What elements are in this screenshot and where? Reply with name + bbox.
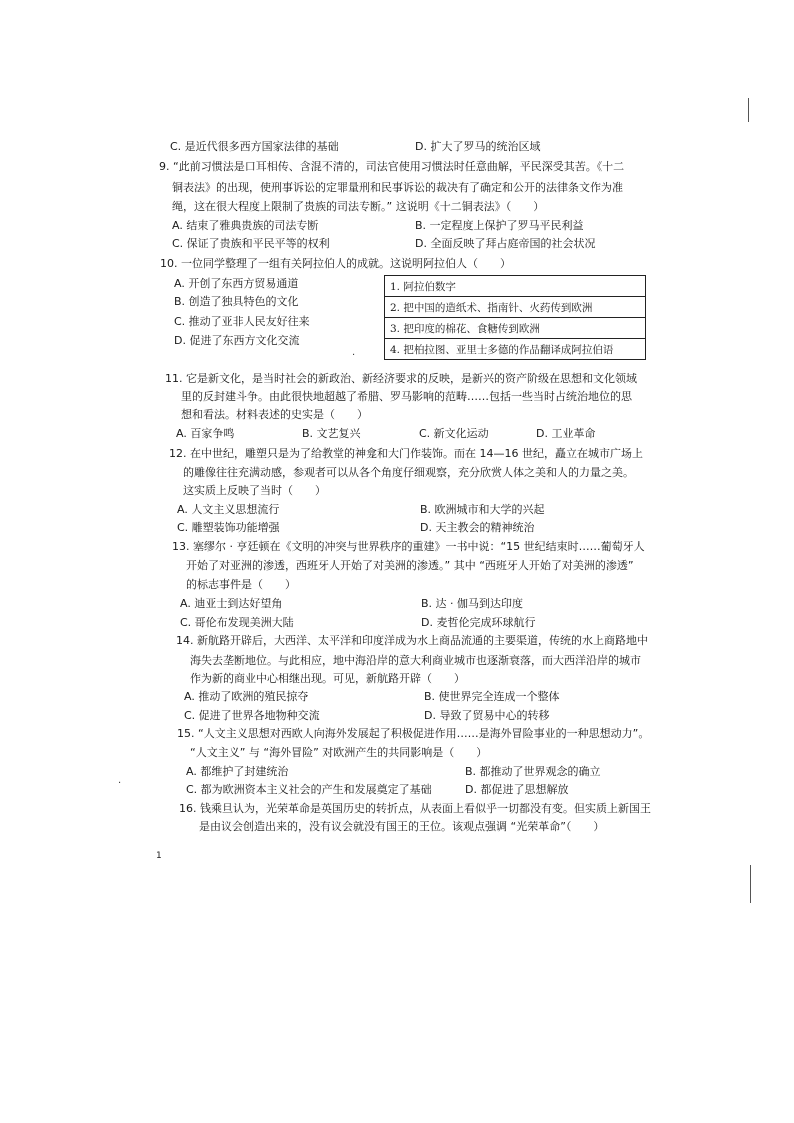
q11-option-a: A. 百家争鸣 [176,427,235,440]
q15-option-c: C. 都为欧洲资本主义社会的产生和发展奠定了基础 [186,783,432,796]
q14-stem-line-1: 14. 新航路开辟后，大西洋、太平洋和印度洋成为水上商品流通的主要渠道，传统的水上商路地中 [176,634,648,647]
table-cell: 2. 把中国的造纸术、指南针、火药传到欧洲 [385,297,646,318]
table-row [385,276,646,297]
q10-stem: 10. 一位同学整理了一组有关阿拉伯人的成就。这说明阿拉伯人（ ） [160,257,511,270]
q11-stem-line-1: 11. 它是新文化，是当时社会的新政治、新经济要求的反映，是新兴的资产阶级在思想和文化领域 [165,372,637,385]
q14-stem-line-2: 海失去垄断地位。与此相应，地中海沿岸的意大利商业城市也逐渐衰落，而大西洋沿岸的城市 [190,654,641,667]
table-row [385,318,646,339]
q15-option-b: B. 都推动了世界观念的确立 [465,765,601,778]
q12-stem-line-2: 的雕像往往充满动感，参观者可以从各个角度仔细观察，充分欣赏人体之美和人的力量之美。 [183,466,634,479]
q11-stem-line-2: 里的反封建斗争。由此很快地超越了希腊、罗马影响的范畴……包括一些当时占统治地位的思 [181,390,632,403]
q9-option-a: A. 结束了雅典贵族的司法专断 [172,219,319,232]
q13-option-d: D. 麦哲伦完成环球航行 [421,616,536,629]
q9-option-c: C. 保证了贵族和平民平等的权利 [172,237,330,250]
table-cell: 3. 把印度的棉花、食糖传到欧洲 [385,318,646,339]
q16-stem-line-2: 是由议会创造出来的，没有议会就没有国王的王位。该观点强调 “光荣革命”（ ） [199,820,605,833]
q9-stem-line-3: 绳，这在很大程度上限制了贵族的司法专断。” 这说明《十二铜表法》（ ） [172,200,545,213]
scan-edge-mark [748,98,749,122]
q14-option-c: C. 促进了世界各地物种交流 [184,709,320,722]
q8-option-d: D. 扩大了罗马的统治区域 [415,140,541,153]
q16-stem-line-1: 16. 钱乘旦认为，光荣革命是英国历史的转折点，从表面上看似乎一切都没有变。但实质上新国王 [179,802,651,815]
q12-stem-line-1: 12. 在中世纪，雕塑只是为了给教堂的神龛和大门作装饰。而在 14—16 世纪，矗立在城市广场上 [169,447,643,460]
q13-option-c: C. 哥伦布发现美洲大陆 [180,616,294,629]
q11-option-c: C. 新文化运动 [419,427,489,440]
q10-option-d: D. 促进了东西方文化交流 [174,334,300,347]
q11-option-b: B. 文艺复兴 [302,427,361,440]
scan-speck: · [352,350,356,361]
q10-option-a: A. 开创了东西方贸易通道 [174,277,299,290]
q9-option-d: D. 全面反映了拜占庭帝国的社会状况 [415,237,596,250]
scan-speck: · [118,778,122,789]
q10-material-table [384,275,646,360]
table-cell: 4. 把柏拉图、亚里士多德的作品翻译成阿拉伯语 [385,339,646,360]
q12-option-c: C. 雕塑装饰功能增强 [177,521,280,534]
q11-option-d: D. 工业革命 [536,427,596,440]
table-cell: 1. 阿拉伯数字 [385,276,646,297]
q11-stem-line-3: 想和看法。材料表述的史实是（ ） [181,408,368,421]
q13-stem-line-1: 13. 塞缪尔 · 亨廷顿在《文明的冲突与世界秩序的重建》一书中说：“15 世纪结束时……葡萄牙人 [172,540,645,553]
q10-option-b: B. 创造了独具特色的文化 [174,295,299,308]
page-number: 1 [156,851,162,861]
q10-option-c: C. 推动了亚非人民友好往来 [174,315,310,328]
q13-stem-line-2: 开始了对亚洲的渗透，西班牙人开始了对美洲的渗透。” 其中 “西班牙人开始了对美洲的渗透” [186,559,634,572]
q15-option-a: A. 都维护了封建统治 [186,765,289,778]
scan-edge-mark [750,865,751,903]
q15-stem-line-1: 15. “人文主义思想对西欧人向海外发展起了积极促进作用……是海外冒险事业的一种思想动力”。 [177,727,650,740]
q15-stem-line-2: “人文主义” 与 “海外冒险” 对欧洲产生的共同影响是（ ） [190,746,488,759]
q13-option-a: A. 迪亚士到达好望角 [180,597,283,610]
q14-option-b: B. 使世界完全连成一个整体 [424,690,560,703]
q12-option-d: D. 天主教会的精神统治 [420,521,535,534]
q14-stem-line-3: 作为新的商业中心相继出现。可见，新航路开辟（ ） [190,672,465,685]
q9-stem-line-2: 铜表法》的出现，使刑事诉讼的定罪量刑和民事诉讼的裁决有了确定和公开的法律条文作为准 [172,181,623,194]
q8-option-c: C. 是近代很多西方国家法律的基础 [170,140,339,153]
q15-option-d: D. 都促进了思想解放 [465,783,569,796]
q12-option-b: B. 欧洲城市和大学的兴起 [420,503,545,516]
q9-option-b: B. 一定程度上保护了罗马平民利益 [415,219,584,232]
q13-option-b: B. 达 · 伽马到达印度 [421,597,524,610]
table-row [385,339,646,360]
q12-stem-line-3: 这实质上反映了当时（ ） [183,484,326,497]
q12-option-a: A. 人文主义思想流行 [177,503,280,516]
q14-option-d: D. 导致了贸易中心的转移 [424,709,550,722]
q9-stem-line-1: 9. “此前习惯法是口耳相传、含混不清的，司法官使用习惯法时任意曲解，平民深受其苦。《十二 [159,160,625,173]
table-row [385,297,646,318]
q14-option-a: A. 推动了欧洲的殖民掠夺 [184,690,309,703]
q13-stem-line-3: 的标志事件是（ ） [186,578,296,591]
